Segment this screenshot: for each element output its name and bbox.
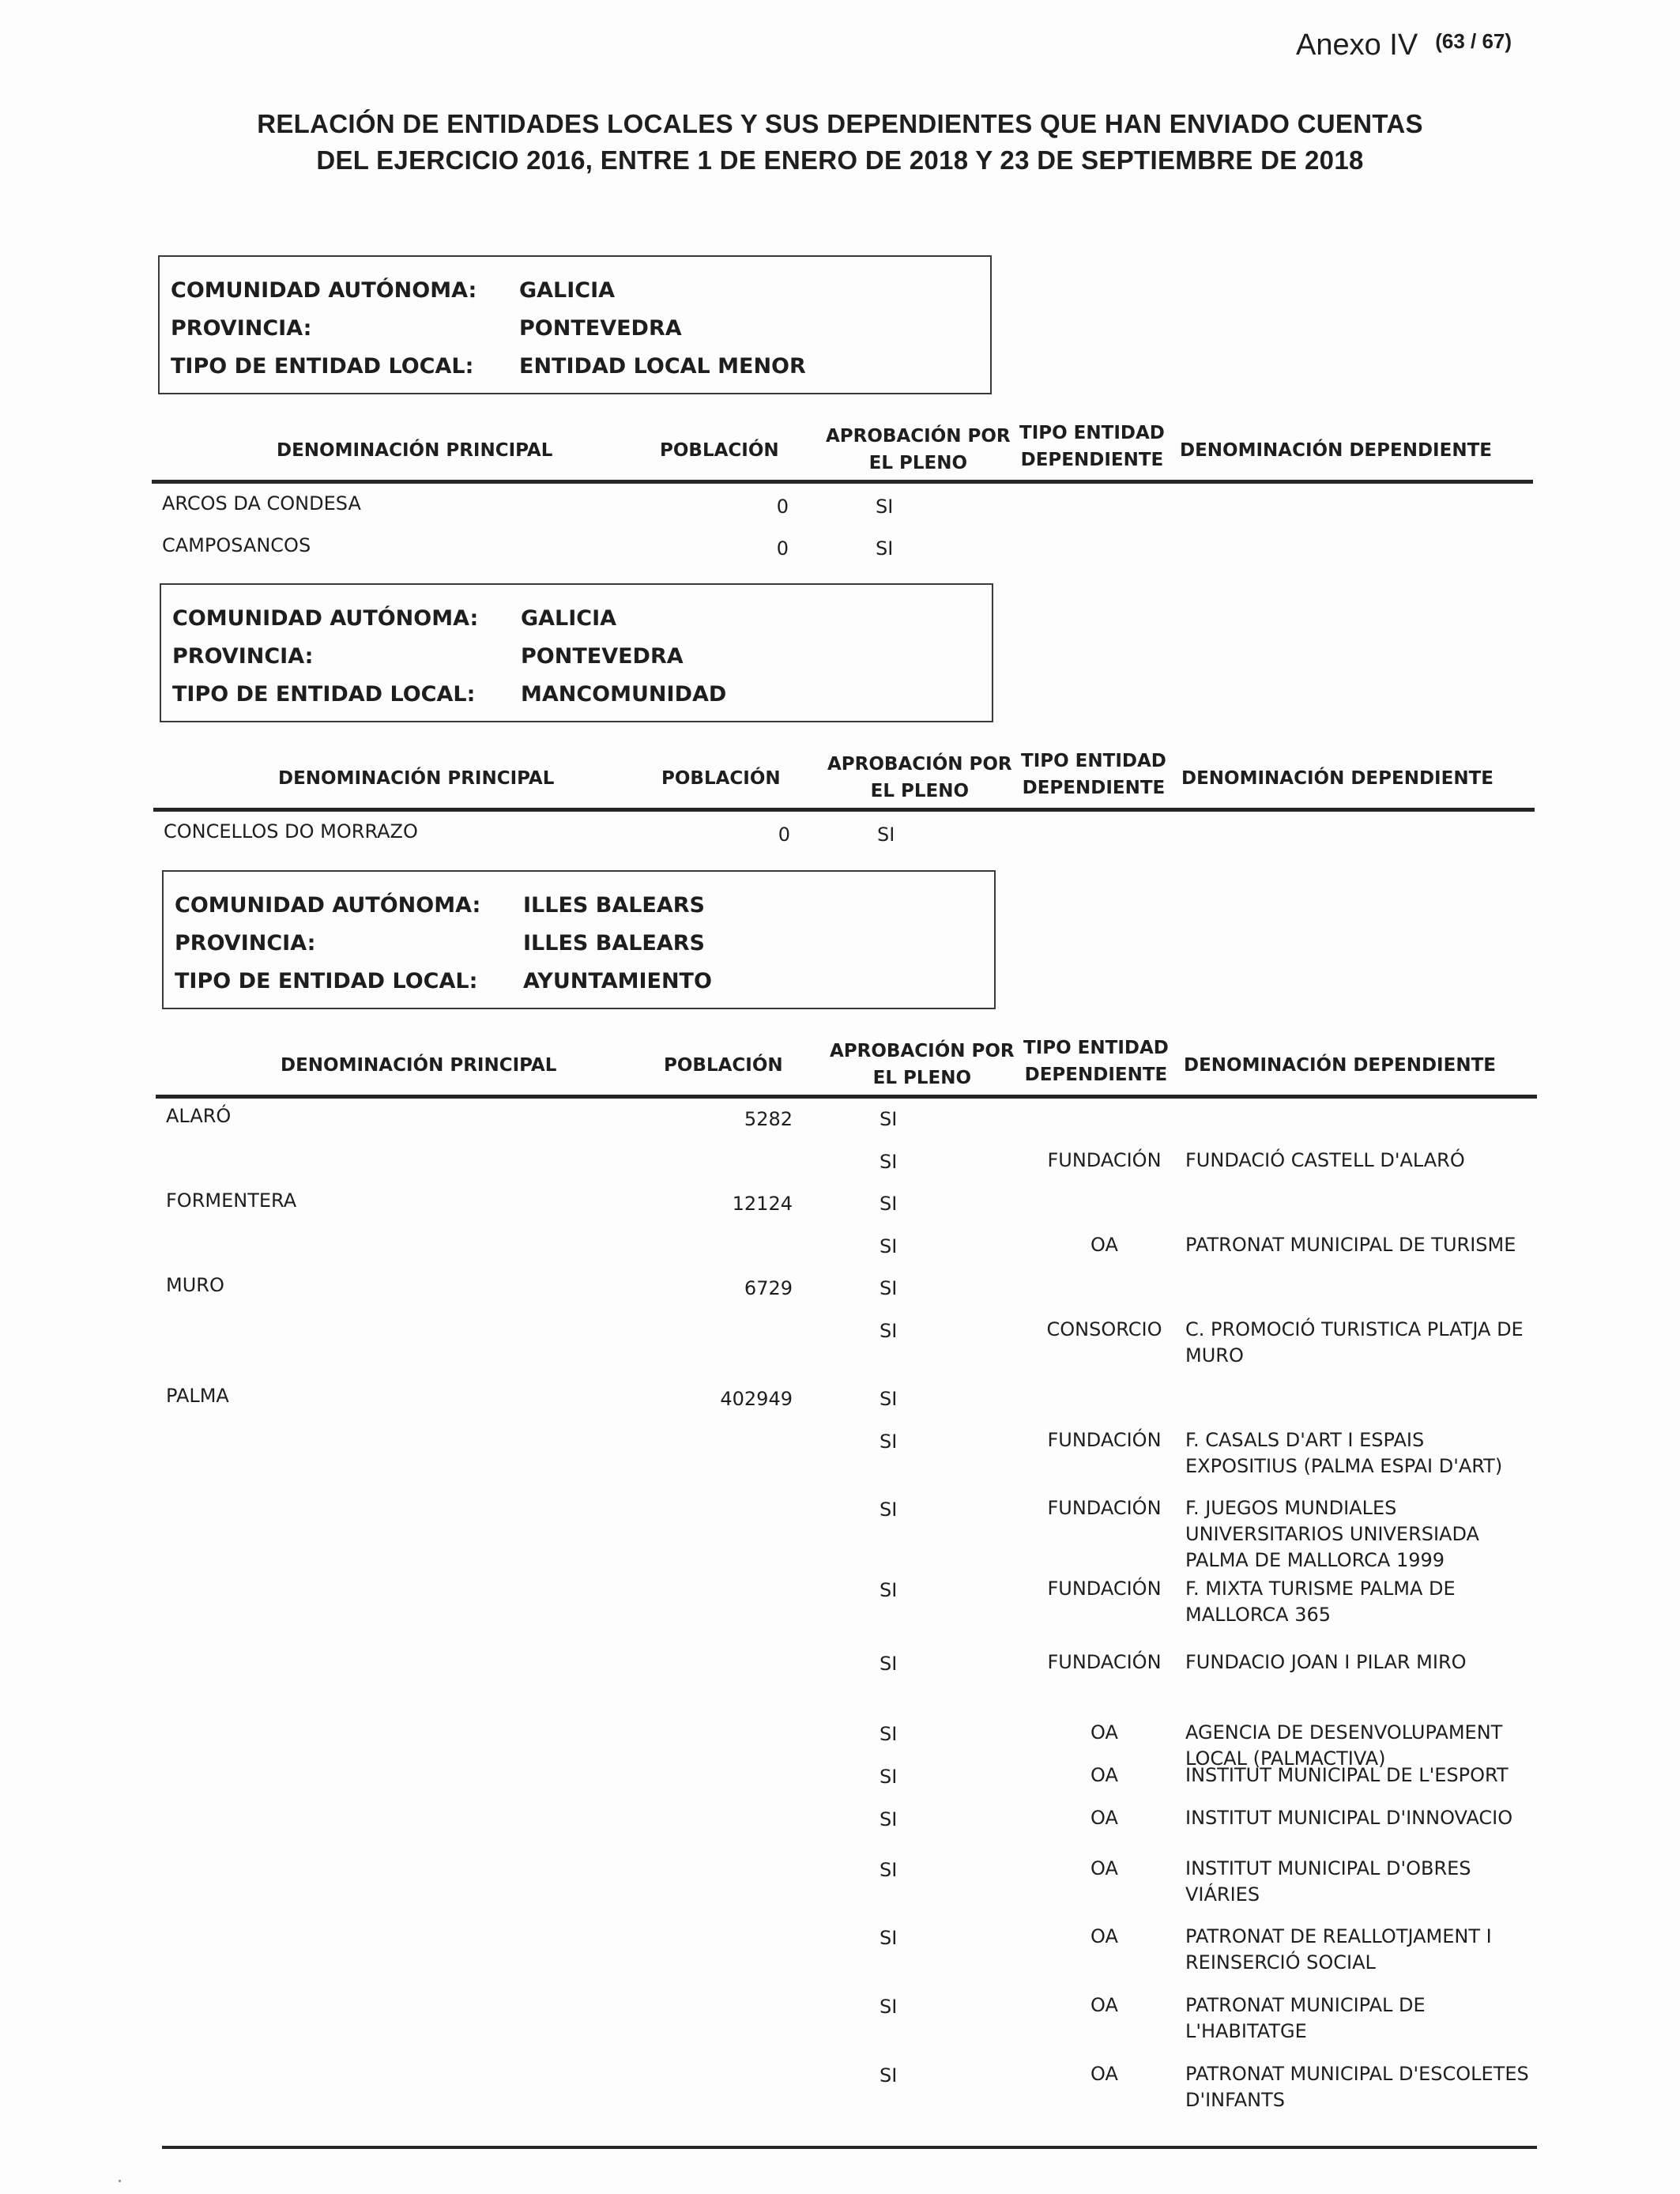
column-header-dependiente: DENOMINACIÓN DEPENDIENTE — [1184, 1055, 1496, 1076]
row-aprobacion: SI — [877, 824, 895, 846]
row-dependiente: INSTITUT MUNICIPAL D'INNOVACIO — [1185, 1807, 1513, 1829]
row-denominacion: FORMENTERA — [166, 1189, 297, 1212]
column-header-poblacion: POBLACIÓN — [661, 768, 781, 789]
row-poblacion: 0 — [778, 824, 790, 846]
tipo-entidad-label: TIPO DE ENTIDAD LOCAL: — [172, 682, 476, 707]
row-aprobacion: SI — [880, 1996, 898, 2018]
row-aprobacion: SI — [880, 1108, 898, 1130]
row-aprobacion: SI — [880, 1388, 898, 1410]
row-aprobacion: SI — [880, 1723, 898, 1745]
column-header-denominacion: DENOMINACIÓN PRINCIPAL — [281, 1055, 557, 1076]
row-aprobacion: SI — [880, 1579, 898, 1601]
row-dependiente: AGENCIA DE DESENVOLUPAMENT LOCAL (PALMACTIVA) — [1185, 1721, 1503, 1770]
row-aprobacion: SI — [876, 496, 894, 518]
row-dependiente: INSTITUT MUNICIPAL DE L'ESPORT — [1185, 1764, 1509, 1786]
row-denominacion: CAMPOSANCOS — [162, 534, 311, 556]
row-tipo-entidad: FUNDACIÓN — [1047, 1429, 1162, 1451]
provincia-label: PROVINCIA: — [171, 316, 312, 341]
row-tipo-entidad: OA — [1090, 1234, 1118, 1256]
row-tipo-entidad: OA — [1090, 2063, 1118, 2085]
tipo-entidad-value: ENTIDAD LOCAL MENOR — [519, 354, 806, 379]
row-tipo-entidad: FUNDACIÓN — [1047, 1578, 1162, 1600]
column-header-tipo-entidad: TIPO ENTIDAD DEPENDIENTE — [1019, 423, 1165, 470]
tipo-entidad-label: TIPO DE ENTIDAD LOCAL: — [175, 969, 478, 993]
page-number: (63 / 67) — [1435, 29, 1512, 53]
comunidad-value: ILLES BALEARS — [523, 893, 706, 918]
row-dependiente: FUNDACIÓ CASTELL D'ALARÓ — [1185, 1149, 1465, 1171]
location-info-box — [162, 870, 996, 1009]
column-header-dependiente: DENOMINACIÓN DEPENDIENTE — [1181, 768, 1494, 789]
row-dependiente: F. JUEGOS MUNDIALES UNIVERSITARIOS UNIVERSIADA PALMA DE MALLORCA 1999 — [1185, 1497, 1479, 1571]
row-tipo-entidad: OA — [1090, 1807, 1118, 1829]
comunidad-label: COMUNIDAD AUTÓNOMA: — [175, 893, 481, 918]
row-dependiente: F. MIXTA TURISME PALMA DE MALLORCA 365 — [1185, 1578, 1456, 1626]
row-tipo-entidad: FUNDACIÓN — [1047, 1497, 1162, 1519]
tipo-entidad-value: AYUNTAMIENTO — [523, 969, 712, 993]
row-dependiente: PATRONAT MUNICIPAL DE TURISME — [1185, 1234, 1516, 1256]
row-denominacion: ARCOS DA CONDESA — [162, 492, 361, 515]
row-tipo-entidad: OA — [1090, 1721, 1118, 1744]
location-info-box — [158, 255, 992, 394]
comunidad-value: GALICIA — [519, 278, 616, 303]
row-denominacion: PALMA — [166, 1385, 229, 1407]
column-header-denominacion: DENOMINACIÓN PRINCIPAL — [278, 768, 555, 789]
provincia-label: PROVINCIA: — [175, 931, 316, 956]
column-header-tipo-entidad: TIPO ENTIDAD DEPENDIENTE — [1023, 1038, 1169, 1085]
row-tipo-entidad: OA — [1090, 1925, 1118, 1947]
row-tipo-entidad: OA — [1090, 1764, 1118, 1786]
row-aprobacion: SI — [880, 1277, 898, 1299]
location-info-box — [160, 583, 993, 722]
header-rule — [152, 480, 1533, 484]
row-aprobacion: SI — [880, 1927, 898, 1949]
column-header-dependiente: DENOMINACIÓN DEPENDIENTE — [1180, 440, 1492, 461]
row-tipo-entidad: OA — [1090, 1994, 1118, 2016]
row-denominacion: CONCELLOS DO MORRAZO — [164, 820, 418, 843]
annex-title: Anexo IV — [1296, 28, 1418, 62]
document-title — [0, 106, 1680, 179]
row-aprobacion: SI — [880, 1431, 898, 1453]
row-aprobacion: SI — [880, 2064, 898, 2087]
row-aprobacion: SI — [880, 1808, 898, 1830]
column-header-denominacion: DENOMINACIÓN PRINCIPAL — [277, 440, 553, 461]
row-aprobacion: SI — [880, 1653, 898, 1675]
comunidad-label: COMUNIDAD AUTÓNOMA: — [171, 278, 477, 303]
provincia-value: PONTEVEDRA — [521, 644, 684, 669]
column-header-aprobacion: APROBACIÓN POR EL PLENO — [826, 426, 1011, 473]
row-poblacion: 6729 — [744, 1277, 793, 1299]
row-dependiente: F. CASALS D'ART I ESPAIS EXPOSITIUS (PALMA ESPAI D'ART) — [1185, 1429, 1503, 1477]
row-tipo-entidad: OA — [1090, 1857, 1118, 1879]
row-denominacion: ALARÓ — [166, 1105, 232, 1127]
column-header-tipo-entidad: TIPO ENTIDAD DEPENDIENTE — [1021, 751, 1166, 798]
row-dependiente: C. PROMOCIÓ TURISTICA PLATJA DE MURO — [1185, 1318, 1524, 1367]
row-poblacion: 402949 — [720, 1388, 793, 1410]
comunidad-label: COMUNIDAD AUTÓNOMA: — [172, 606, 479, 631]
row-aprobacion: SI — [876, 537, 894, 560]
provincia-value: PONTEVEDRA — [519, 316, 682, 341]
row-aprobacion: SI — [880, 1151, 898, 1173]
row-poblacion: 0 — [776, 496, 789, 518]
header-rule — [156, 1095, 1537, 1099]
provincia-value: ILLES BALEARS — [523, 931, 706, 956]
row-aprobacion: SI — [880, 1498, 898, 1521]
column-header-aprobacion: APROBACIÓN POR EL PLENO — [827, 754, 1012, 801]
provincia-label: PROVINCIA: — [172, 644, 314, 669]
tipo-entidad-label: TIPO DE ENTIDAD LOCAL: — [171, 354, 474, 379]
column-header-poblacion: POBLACIÓN — [660, 440, 779, 461]
row-poblacion: 0 — [776, 537, 789, 560]
row-dependiente: FUNDACIO JOAN I PILAR MIRO — [1185, 1651, 1467, 1673]
row-tipo-entidad: FUNDACIÓN — [1047, 1149, 1162, 1171]
row-aprobacion: SI — [880, 1193, 898, 1215]
row-poblacion: 5282 — [744, 1108, 793, 1130]
column-header-poblacion: POBLACIÓN — [664, 1055, 783, 1076]
row-denominacion: MURO — [166, 1274, 224, 1296]
row-dependiente: PATRONAT MUNICIPAL DE L'HABITATGE — [1185, 1994, 1426, 2042]
column-header-aprobacion: APROBACIÓN POR EL PLENO — [830, 1041, 1015, 1088]
row-tipo-entidad: CONSORCIO — [1046, 1318, 1162, 1340]
row-tipo-entidad: FUNDACIÓN — [1047, 1651, 1162, 1673]
row-dependiente: INSTITUT MUNICIPAL D'OBRES VIÁRIES — [1185, 1857, 1471, 1906]
row-dependiente: PATRONAT DE REALLOTJAMENT I REINSERCIÓ SOCIAL — [1185, 1925, 1492, 1973]
row-dependiente: PATRONAT MUNICIPAL D'ESCOLETES D'INFANTS — [1185, 2063, 1529, 2111]
row-poblacion: 12124 — [732, 1193, 793, 1215]
title-line-1: RELACIÓN DE ENTIDADES LOCALES Y SUS DEPENDIENTES QUE HAN ENVIADO CUENTAS — [257, 109, 1423, 138]
title-line-2: DEL EJERCICIO 2016, ENTRE 1 DE ENERO DE 2018 Y 23 DE SEPTIEMBRE DE 2018 — [316, 145, 1364, 175]
row-aprobacion: SI — [880, 1859, 898, 1881]
comunidad-value: GALICIA — [521, 606, 617, 631]
header-rule — [153, 808, 1535, 812]
row-aprobacion: SI — [880, 1320, 898, 1342]
row-aprobacion: SI — [880, 1235, 898, 1257]
tipo-entidad-value: MANCOMUNIDAD — [521, 682, 727, 707]
annex-label — [1296, 28, 1512, 62]
row-aprobacion: SI — [880, 1766, 898, 1788]
scan-speck — [119, 2180, 121, 2182]
bottom-rule — [162, 2146, 1537, 2149]
